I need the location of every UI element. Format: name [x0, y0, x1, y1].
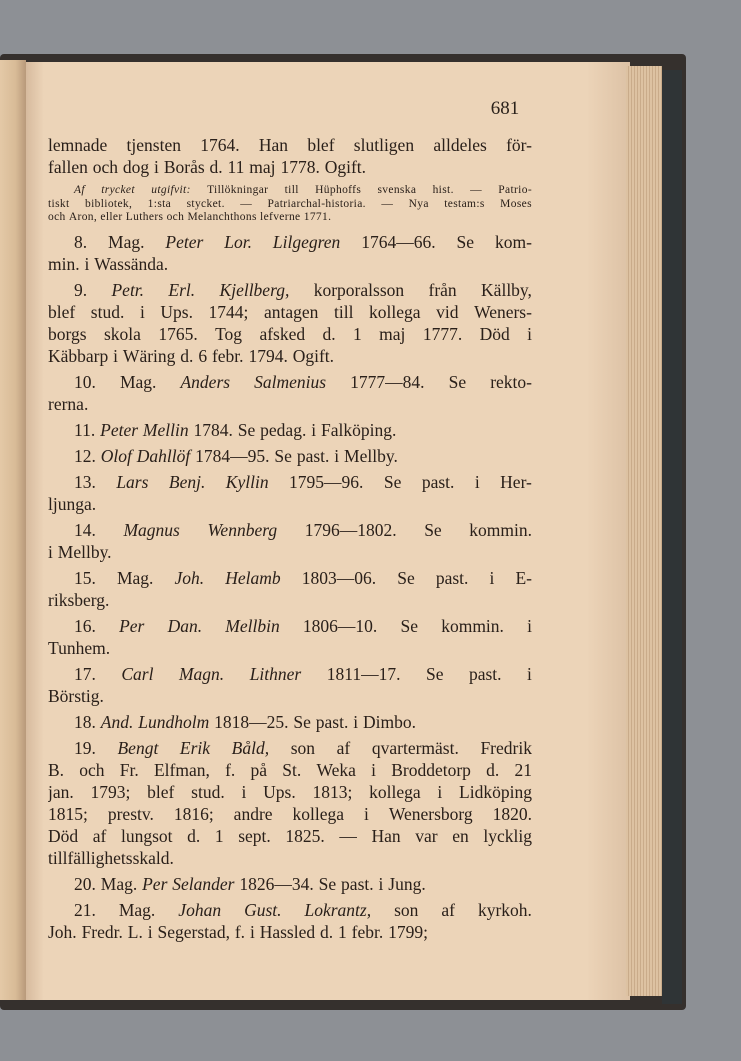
word: f.	[225, 759, 236, 780]
word: 17.	[74, 663, 96, 684]
word: vid	[436, 301, 459, 322]
word: 1771.	[303, 211, 332, 223]
word: Mag.	[116, 567, 154, 588]
word: Se	[293, 711, 311, 732]
word: Falköping.	[320, 419, 397, 440]
word: kom-	[494, 231, 532, 252]
text-line	[48, 711, 532, 733]
word: Död	[479, 323, 510, 344]
word: Börstig.	[48, 685, 104, 706]
word: Wennberg	[207, 519, 278, 540]
word: fallen	[48, 157, 88, 177]
word: Dan.	[167, 615, 203, 636]
text-line	[48, 685, 532, 707]
word: 1825.	[285, 825, 325, 846]
word: Se	[237, 419, 256, 440]
word: Se	[425, 663, 444, 684]
word: Magn.	[178, 663, 225, 684]
word: d.	[322, 323, 336, 344]
word: 20.	[74, 873, 96, 894]
text-line	[48, 873, 532, 895]
text-line	[48, 279, 532, 301]
word: Wassända.	[94, 253, 169, 274]
word: kollega	[369, 301, 421, 322]
text-line	[48, 615, 532, 637]
word: 1818—25.	[214, 711, 289, 732]
word: dog	[122, 157, 150, 177]
text-line	[48, 567, 532, 589]
word: E-	[515, 567, 532, 588]
word: 1803—06.	[301, 567, 377, 588]
word: Se	[424, 519, 442, 540]
book-binding	[662, 70, 682, 1004]
word: Mag.	[118, 899, 156, 920]
word: en	[452, 825, 469, 846]
word: Peter	[165, 231, 204, 252]
word: Melanchthons	[187, 211, 257, 223]
word: Ups.	[160, 301, 193, 322]
word: i	[241, 781, 247, 802]
word: i	[437, 781, 443, 802]
word: Kjellberg,	[219, 279, 290, 300]
word: eller	[100, 211, 123, 223]
word: i	[249, 921, 255, 942]
word: 11.	[74, 419, 96, 440]
word: Anders	[180, 371, 231, 392]
text-line	[48, 156, 532, 178]
word: Han	[371, 825, 401, 846]
word: Dimbo.	[363, 711, 416, 732]
text-line	[48, 759, 532, 781]
word: L.	[127, 921, 143, 942]
word: af	[336, 737, 351, 758]
word: Peter	[100, 419, 139, 440]
word: slutligen	[353, 135, 415, 155]
word: tjensten	[126, 135, 181, 155]
word: Lars	[116, 471, 149, 492]
word: Wenersborg	[388, 803, 473, 824]
word: 1778.	[280, 157, 320, 177]
word: kollega	[292, 803, 345, 824]
word: Tillökningar	[207, 184, 269, 196]
word: Mag.	[100, 873, 138, 894]
word: 1777—84.	[350, 371, 425, 392]
word: 1820.	[492, 803, 532, 824]
word: i	[334, 445, 340, 466]
word: lungsot	[120, 825, 173, 846]
page-text	[48, 134, 532, 943]
word: Johan	[178, 899, 222, 920]
word: Lundholm	[138, 711, 210, 732]
word: i	[147, 921, 153, 942]
word: 10.	[74, 371, 96, 392]
word: riksberg.	[48, 589, 110, 610]
word: Ogift.	[324, 157, 367, 177]
word: Elfman,	[153, 759, 210, 780]
word: 11	[227, 157, 245, 177]
word: stud.	[90, 301, 125, 322]
word: till	[334, 301, 354, 322]
word: Olof	[100, 445, 132, 466]
word: son	[290, 737, 316, 758]
page-stack-edges	[626, 66, 662, 996]
text-line	[48, 781, 532, 803]
word: Gust.	[244, 899, 282, 920]
word: Ogift.	[292, 345, 335, 366]
word: Selander	[172, 873, 235, 894]
text-line	[48, 921, 532, 943]
word: borgs	[48, 323, 87, 344]
word: —	[470, 184, 482, 196]
text-line	[48, 134, 532, 156]
word: maj	[379, 323, 406, 344]
word: och	[166, 211, 185, 223]
word: afsked	[259, 323, 306, 344]
word: 1815;	[48, 803, 88, 824]
word: i	[84, 253, 90, 274]
word: Mag.	[119, 371, 157, 392]
word: Se	[397, 567, 415, 588]
word: —	[381, 197, 394, 210]
word: Per	[119, 615, 145, 636]
text-line	[48, 211, 532, 225]
word: 1811—17.	[326, 663, 401, 684]
word: 21.	[74, 899, 96, 920]
word: past.	[296, 445, 330, 466]
word: 9.	[74, 279, 88, 300]
word: past.	[421, 471, 455, 492]
text-line	[48, 825, 532, 847]
word: Död	[48, 825, 79, 846]
word: 1	[338, 921, 347, 942]
word: past.	[468, 663, 502, 684]
word: Hassled	[259, 921, 316, 942]
word: kommin.	[441, 615, 504, 636]
word: 1784—95.	[195, 445, 270, 466]
word: Fredrik	[480, 737, 532, 758]
page-number: 681	[490, 98, 520, 119]
word: 1816;	[173, 803, 214, 824]
word: 1744;	[208, 301, 249, 322]
word: 1:sta	[147, 197, 172, 210]
word: d.	[209, 157, 223, 177]
word: Tunhem.	[48, 637, 111, 658]
word: i	[353, 711, 359, 732]
word: 1813;	[312, 781, 353, 802]
text-line	[48, 471, 532, 493]
word: i	[527, 323, 532, 344]
word: Broddetorp	[391, 759, 471, 780]
word: Mellby.	[344, 445, 398, 466]
word: jan.	[48, 781, 74, 802]
text-line	[48, 589, 532, 611]
word: stud.	[191, 781, 225, 802]
word: tiskt	[48, 197, 70, 210]
text-line	[48, 663, 532, 685]
word: kyrkoh.	[477, 899, 532, 920]
word: 15.	[74, 567, 96, 588]
word: skola	[103, 323, 141, 344]
word: Mellin	[142, 419, 189, 440]
word: 6	[198, 345, 208, 366]
word: Se	[456, 231, 475, 252]
word: Se	[383, 471, 402, 492]
word: Aron,	[68, 211, 98, 223]
word: trycket	[101, 184, 135, 196]
word: son	[394, 899, 419, 920]
word: 1764—66.	[361, 231, 436, 252]
word: febr.	[211, 345, 244, 366]
word: i	[139, 301, 145, 322]
word: utgifvit:	[151, 184, 191, 196]
word: 19.	[74, 737, 96, 758]
word: past.	[341, 873, 374, 894]
word: 1777.	[422, 323, 463, 344]
word: och	[48, 211, 66, 223]
word: Erl.	[168, 279, 196, 300]
word: Mag.	[108, 231, 145, 252]
word: Helamb	[225, 567, 281, 588]
word: i	[48, 541, 53, 562]
word: kollega	[369, 781, 421, 802]
word: i	[378, 873, 384, 894]
word: sept.	[238, 825, 271, 846]
word: 16.	[74, 615, 96, 636]
word: i	[113, 345, 119, 366]
word: febr.	[351, 921, 384, 942]
word: rekto-	[490, 371, 532, 392]
word: Joh.	[48, 921, 77, 942]
word: i	[489, 567, 495, 588]
word: 21	[514, 759, 532, 780]
word: korporalsson	[313, 279, 405, 300]
word: Luthers	[125, 211, 164, 223]
word: till	[284, 184, 299, 196]
word: d.	[486, 759, 500, 780]
word: Båld,	[231, 737, 270, 758]
word: i	[364, 803, 369, 824]
word: blef	[48, 301, 76, 322]
word: prestv.	[107, 803, 154, 824]
word: Borås	[163, 157, 205, 177]
word: Her-	[500, 471, 532, 492]
word: Erik	[179, 737, 211, 758]
word: d.	[180, 345, 194, 366]
word: Fredr.	[81, 921, 123, 942]
word: rerna.	[48, 393, 89, 414]
word: på	[250, 759, 268, 780]
word: Mellby.	[57, 541, 112, 562]
word: Lithner	[249, 663, 302, 684]
word: 18.	[74, 711, 96, 732]
word: qvartermäst.	[371, 737, 459, 758]
word: Patrio-	[498, 184, 532, 196]
word: Lidköping	[459, 781, 532, 802]
word: Fr.	[119, 759, 139, 780]
word: testam:s	[444, 197, 485, 210]
word: från	[428, 279, 457, 300]
word: och	[79, 759, 105, 780]
word: Patriarchal-historia.	[267, 197, 366, 210]
word: 1784.	[193, 419, 233, 440]
text-line	[48, 231, 532, 253]
text-line	[48, 393, 532, 415]
word: d.	[187, 825, 201, 846]
word: Weka	[316, 759, 356, 780]
word: f.	[234, 921, 246, 942]
word: B.	[48, 759, 65, 780]
word: svenska	[377, 184, 417, 196]
word: Se	[448, 371, 467, 392]
word: d.	[320, 921, 334, 942]
word: 1795—96.	[289, 471, 364, 492]
word: var	[415, 825, 438, 846]
word: Se	[318, 873, 337, 894]
text-line	[48, 899, 532, 921]
word: Nya	[408, 197, 429, 210]
word: Magnus	[123, 519, 180, 540]
word: Jung.	[388, 873, 426, 894]
word: Moses	[500, 197, 532, 210]
word: blef	[307, 135, 335, 155]
word: Se	[400, 615, 418, 636]
word: blef	[147, 781, 175, 802]
word: Ups.	[263, 781, 296, 802]
word: Per	[142, 873, 168, 894]
word: Tog	[215, 323, 243, 344]
word: maj	[249, 157, 276, 177]
word: Mellbin	[225, 615, 280, 636]
word: 1	[353, 323, 362, 344]
word: af	[92, 825, 107, 846]
word: min.	[48, 253, 80, 274]
word: Joh.	[174, 567, 205, 588]
word: Weners-	[474, 301, 532, 322]
word: Af	[74, 184, 85, 196]
text-line	[48, 345, 532, 367]
word: lefverne	[260, 211, 301, 223]
text-line	[48, 419, 532, 441]
word: And.	[100, 711, 134, 732]
word: —	[240, 197, 253, 210]
text-line	[48, 371, 532, 393]
word: och	[92, 157, 119, 177]
word: Petr.	[111, 279, 145, 300]
word: 12.	[74, 445, 96, 466]
word: i	[527, 663, 532, 684]
word: antagen	[264, 301, 319, 322]
word: pedag.	[260, 419, 307, 440]
text-line	[48, 323, 532, 345]
word: Lor.	[224, 231, 252, 252]
word: Salmenius	[254, 371, 327, 392]
word: 1794.	[248, 345, 288, 366]
word: tillfällighetsskald.	[48, 847, 174, 868]
text-line	[48, 493, 532, 515]
text-line	[48, 184, 532, 198]
text-line	[48, 198, 532, 212]
word: alldeles	[433, 135, 487, 155]
word: 1764.	[200, 135, 240, 155]
text-line	[48, 519, 532, 541]
word: —	[339, 825, 357, 846]
word: i	[527, 615, 532, 636]
word: 14.	[74, 519, 96, 540]
word: 1799;	[388, 921, 429, 942]
word: Carl	[121, 663, 154, 684]
word: Segerstad,	[157, 921, 230, 942]
text-line	[48, 253, 532, 275]
word: Hüphoffs	[315, 184, 362, 196]
word: 8.	[74, 231, 88, 252]
word: Kyllin	[225, 471, 269, 492]
word: past.	[315, 711, 349, 732]
word: Benj.	[168, 471, 206, 492]
word: lemnade	[48, 135, 108, 155]
left-page-edge	[0, 60, 26, 1000]
text-line	[48, 803, 532, 825]
word: lycklig	[483, 825, 532, 846]
word: 1826—34.	[239, 873, 314, 894]
word: St.	[282, 759, 302, 780]
word: 1765.	[158, 323, 198, 344]
word: 1806—10.	[302, 615, 378, 636]
word: kommin.	[469, 519, 532, 540]
word: 13.	[74, 471, 96, 492]
word: 1	[214, 825, 224, 846]
word: i	[311, 419, 317, 440]
word: 1796—1802.	[304, 519, 397, 540]
word: i	[474, 471, 480, 492]
word: stycket.	[186, 197, 225, 210]
word: Dahllöf	[136, 445, 191, 466]
word: Källby,	[481, 279, 532, 300]
word: past.	[435, 567, 469, 588]
word: för-	[506, 135, 532, 155]
word: af	[441, 899, 455, 920]
text-line	[48, 737, 532, 759]
word: Wäring	[122, 345, 176, 366]
word: Lokrantz,	[304, 899, 372, 920]
text-line	[48, 445, 532, 467]
word: Lilgegren	[272, 231, 341, 252]
word: Se	[274, 445, 292, 466]
text-line	[48, 541, 532, 563]
word: Han	[258, 135, 289, 155]
text-line	[48, 637, 532, 659]
word: Käbbarp	[48, 345, 109, 366]
word: 1793;	[90, 781, 131, 802]
word: hist.	[432, 184, 454, 196]
text-line	[48, 847, 532, 869]
word: Bengt	[117, 737, 159, 758]
word: bibliotek,	[84, 197, 133, 210]
word: andre	[233, 803, 273, 824]
text-line	[48, 301, 532, 323]
word: i	[371, 759, 376, 780]
word: ljunga.	[48, 493, 97, 514]
word: i	[154, 157, 159, 177]
